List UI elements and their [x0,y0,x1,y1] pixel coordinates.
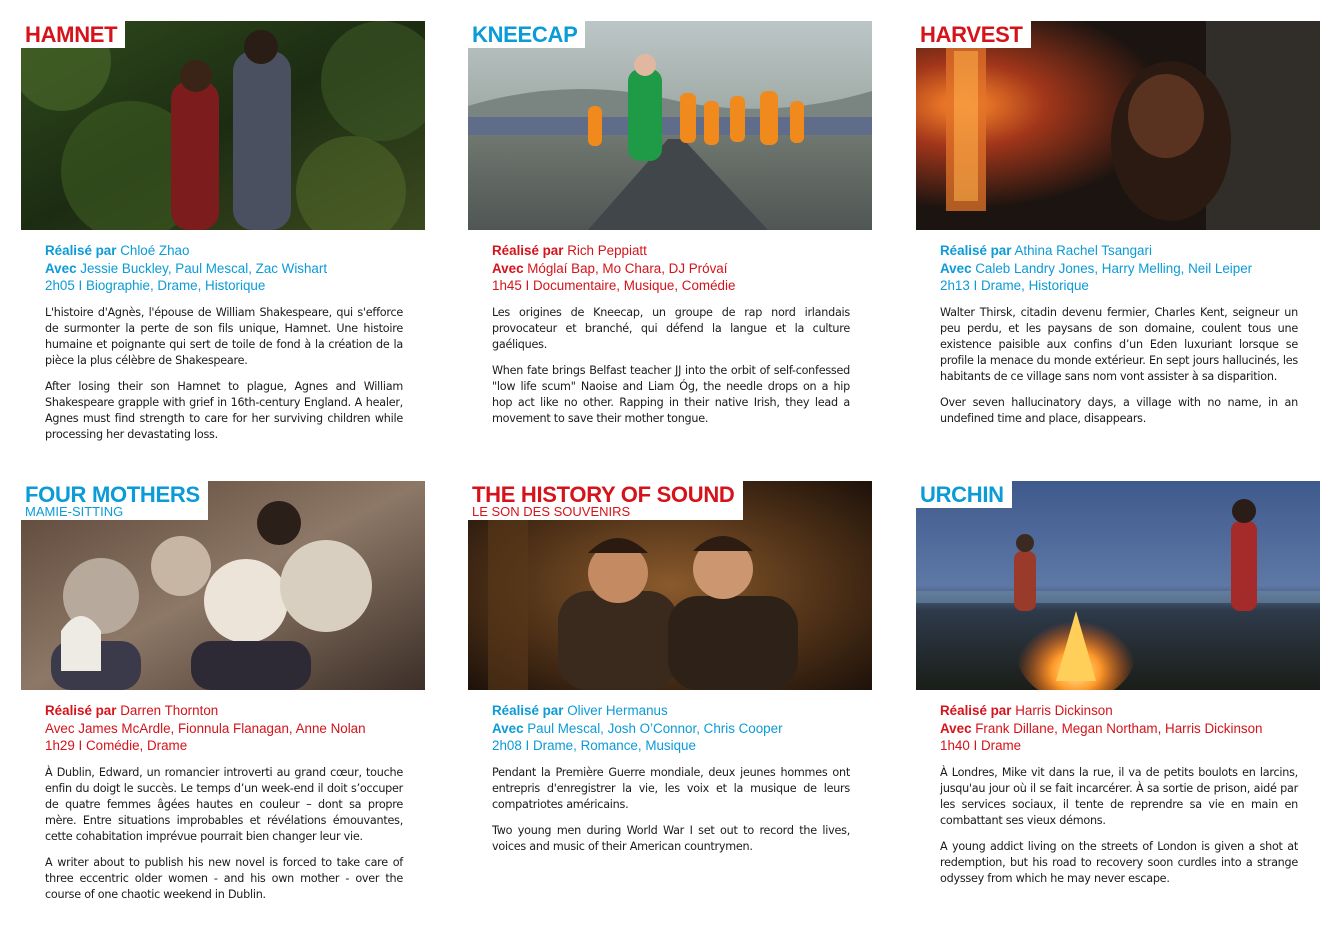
synopsis-en: A young addict living on the streets of London is given a shot at redemption, but his road to recovery soon curdles into a strange odyssey from which he may never escape. [940,839,1298,886]
cast-label: Avec [45,260,77,276]
film-card-kneecap [468,21,872,427]
film-info [21,702,425,903]
film-meta: 2h08 I Drame, Romance, Musique [492,738,696,753]
title-box [21,481,208,520]
cast: Paul Mescal, Josh O’Connor, Chris Cooper [527,720,783,736]
director: Athina Rachel Tsangari [1014,243,1152,258]
director: Darren Thornton [120,703,219,718]
director-label: Réalisé par [45,243,117,258]
title-box [468,21,585,48]
film-still-the-history-of-sound [468,481,872,690]
film-title: FOUR MOTHERS [25,482,200,507]
film-meta: 2h05 I Biographie, Drame, Historique [45,278,266,293]
film-info [468,702,872,855]
film-card-harvest [916,21,1320,427]
cast: James McArdle, Fionnula Flanagan, Anne Nolan [78,720,366,736]
director: Oliver Hermanus [567,703,668,718]
director-label: Réalisé par [492,243,564,258]
cast-label: Avec [940,720,972,736]
director-label: Réalisé par [45,703,117,718]
film-title: HARVEST [920,22,1023,47]
cast-label: Avec [492,260,524,276]
title-box [916,21,1031,48]
cast: Caleb Landry Jones, Harry Melling, Neil Leiper [975,260,1253,276]
synopsis-fr: À Londres, Mike vit dans la rue, il va de petits boulots en larcins, jusqu'au jour où il se fait incarcérer. À sa sortie de prison, aidé par les services sociaux, il tente de reprendre sa vie en main en combattant ses vieux démons. [940,765,1298,827]
director-line [45,702,403,720]
film-card-four-mothers [21,481,425,903]
cast: Frank Dillane, Megan Northam, Harris Dickinson [975,720,1263,736]
cast-label: Avec [45,720,75,736]
film-card-the-history-of-sound [468,481,872,855]
title-box [21,21,125,48]
director: Harris Dickinson [1015,703,1113,718]
director-line [940,242,1298,260]
film-still-kneecap [468,21,872,230]
cast-line [940,260,1298,278]
film-still-harvest [916,21,1320,230]
cast-line [45,260,403,278]
director-label: Réalisé par [940,703,1012,718]
cast: Móglaí Bap, Mo Chara, DJ Próvaí [527,260,728,276]
cast-line [45,720,403,738]
title-box [468,481,743,520]
synopsis-fr: L'histoire d'Agnès, l'épouse de William Shakespeare, qui s'efforce de surmonter la perte de son fils unique, Hamnet. Une histoire humaine et poignante qui sert de toile de fond à la création de la pièce la plus célèbre de Shakespeare. [45,305,403,367]
film-meta: 1h40 I Drame [940,738,1022,753]
synopsis-en: When fate brings Belfast teacher JJ into the orbit of self-confessed "low life scum" Naoise and Liam Óg, the needle drops on a hip hop act like no other. Rapping in their native Irish, they lead a movement to save their mother tongue. [492,363,850,426]
synopsis-en: Over seven hallucinatory days, a village with no name, in an undefined time and place, disappears. [940,395,1298,426]
film-info [916,702,1320,887]
film-subtitle: MAMIE-SITTING [25,504,124,519]
synopsis-en: Two young men during World War I set out to record the lives, voices and music of their American countrymen. [492,823,850,853]
synopsis-en: After losing their son Hamnet to plague, Agnes and William Shakespeare grapple with grief in 16th-century England. A healer, Agnes must find strength to care for her surviving children while processing her devastating loss. [45,379,403,442]
film-info [916,242,1320,427]
film-subtitle: LE SON DES SOUVENIRS [472,504,631,519]
film-meta: 1h45 I Documentaire, Musique, Comédie [492,278,736,293]
cast: Jessie Buckley, Paul Mescal, Zac Wishart [80,260,328,276]
film-title: THE HISTORY OF SOUND [472,482,735,507]
film-title: HAMNET [25,22,118,47]
cast-line [940,720,1298,738]
film-card-urchin [916,481,1320,887]
synopsis-fr: Les origines de Kneecap, un groupe de rap nord irlandais provocateur et branché, qui défend la langue et la culture gaéliques. [492,305,850,351]
film-card-hamnet [21,21,425,443]
director-label: Réalisé par [940,243,1012,258]
cast-line [492,260,850,278]
synopsis-fr: Walter Thirsk, citadin devenu fermier, Charles Kent, seigneur un peu perdu, et les paysans de son domaine, coulent tous une existence paisible aux confins d’un Eden luxuriant lorsque se profile la menace du monde extérieur. En sept jours hallucinés, les habitants de ce village sans nom vont assister à sa disparition. [940,305,1298,383]
synopsis-en: A writer about to publish his new novel is forced to take care of three eccentric older women - and his own mother - over the course of one chaotic weekend in Dublin. [45,855,403,902]
film-meta: 2h13 I Drame, Historique [940,278,1089,293]
film-info [468,242,872,427]
title-box [916,481,1012,508]
film-info [21,242,425,443]
film-still-urchin [916,481,1320,690]
film-still-hamnet [21,21,425,230]
cast-line [492,720,850,738]
director: Chloé Zhao [120,243,190,258]
film-title: URCHIN [920,482,1004,507]
synopsis-fr: À Dublin, Edward, un romancier introverti au grand cœur, touche enfin du doigt le succès. Le temps d’un week-end il doit s’occuper de quatre femmes âgées hautes en couleur – dont sa propre mère. Entre situations improbables et révélations émouvantes, cette cohabitation imprévue pourrait bien changer leur vie. [45,765,403,843]
director-line [492,702,850,720]
synopsis-fr: Pendant la Première Guerre mondiale, deux jeunes hommes ont entrepris d'enregistrer la vie, les voix et la musique de leurs compatriotes américains. [492,765,850,811]
director: Rich Peppiatt [567,243,647,258]
film-meta: 1h29 I Comédie, Drame [45,738,188,753]
film-title: KNEECAP [472,22,578,47]
director-line [45,242,403,260]
director-label: Réalisé par [492,703,564,718]
film-still-four-mothers [21,481,425,690]
cast-label: Avec [940,260,972,276]
director-line [492,242,850,260]
director-line [940,702,1298,720]
cast-label: Avec [492,720,524,736]
